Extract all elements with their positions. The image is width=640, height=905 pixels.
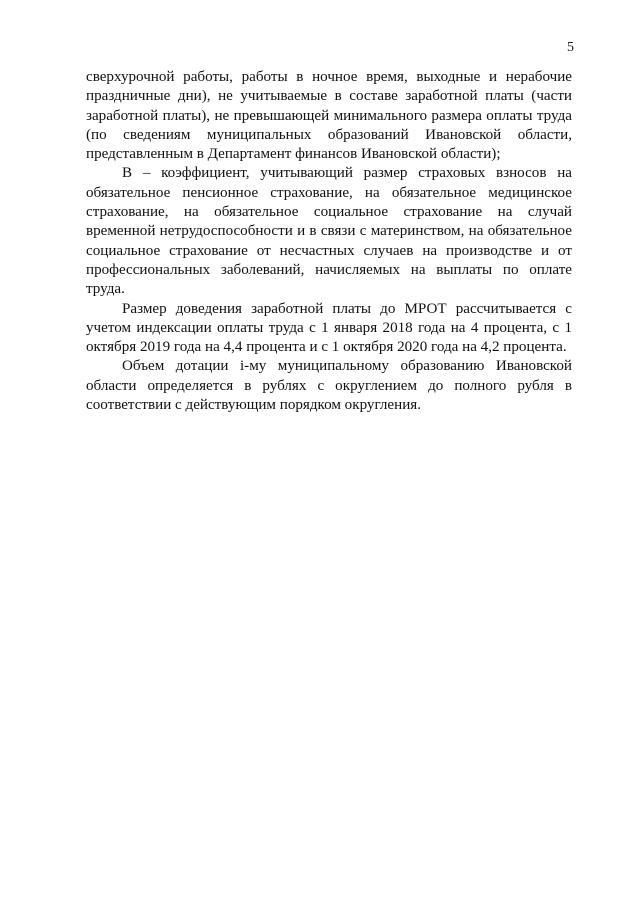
document-body (86, 68, 572, 415)
page-number: 5 (567, 40, 574, 55)
paragraph-coefficient-b: В – коэффициент, учитывающий размер страховых взносов на обязательное пенсионное страхование, на обязательное медицинское страхование, на обязательное социальное страхование на случай временной нетрудоспособности и в связи с материнством, на обязательное социальное страхование от несчастных случаев на производстве и от профессиональных заболеваний, начисляемых на выплаты по оплате труда. (86, 165, 572, 298)
paragraph-continuation: сверхурочной работы, работы в ночное время, выходные и нерабочие праздничные дни), не учитываемые в составе заработной платы (части заработной платы), не превышающей минимального размера оплаты труда (по сведениям муниципальных образований Ивановской области, представленным в Департамент финансов Ивановской области); (86, 69, 572, 163)
paragraph-mrot-indexation: Размер доведения заработной платы до МРОТ рассчитывается с учетом индексации оплаты труда с 1 января 2018 года на 4 процента, с 1 октября 2019 года на 4,4 процента и с 1 октября 2020 года на 4,2 процента. (86, 300, 572, 356)
paragraph-subsidy-rounding: Объем дотации i-му муниципальному образованию Ивановской области определяется в рублях с округлением до полного рубля в соответствии с действующим порядком округления. (86, 358, 572, 414)
